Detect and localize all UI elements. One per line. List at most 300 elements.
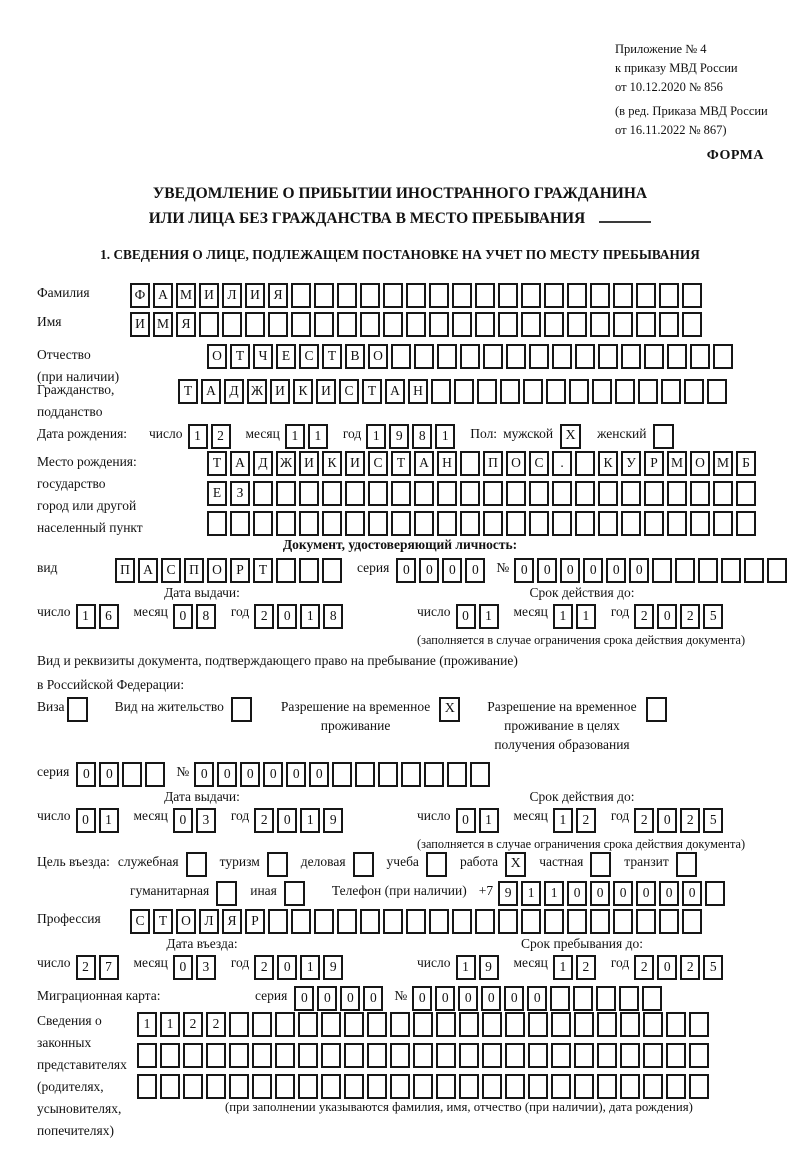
- doc-number-boxes: [514, 558, 790, 583]
- char-box: [574, 1012, 594, 1037]
- rvp-checkbox: X: [439, 697, 460, 722]
- char-box: 0: [277, 604, 297, 629]
- char-box: 2: [680, 604, 700, 629]
- char-box: [569, 379, 589, 404]
- char-box: 0: [458, 986, 478, 1011]
- form-title-line1: УВЕДОМЛЕНИЕ О ПРИБЫТИИ ИНОСТРАННОГО ГРАЖДАНИНА: [152, 185, 648, 202]
- forma-label: ФОРМА: [706, 148, 764, 163]
- char-box: 0: [435, 986, 455, 1011]
- char-box: [713, 481, 733, 506]
- char-box: [636, 909, 656, 934]
- char-box: [590, 909, 610, 934]
- char-box: [642, 986, 662, 1011]
- char-box: 0: [657, 604, 677, 629]
- char-box: 0: [465, 558, 485, 583]
- char-box: [550, 986, 570, 1011]
- char-box: [460, 344, 480, 369]
- char-box: [160, 1043, 180, 1068]
- char-box: 0: [217, 762, 237, 787]
- purpose-option-other: [250, 881, 305, 906]
- char-box: 0: [456, 604, 476, 629]
- char-box: [575, 451, 595, 476]
- char-box: З: [230, 481, 250, 506]
- char-box: [521, 312, 541, 337]
- char-box: [529, 511, 549, 536]
- birth-place-row1: [207, 451, 759, 476]
- purpose-option-label: туризм: [219, 854, 260, 869]
- purpose-option-private: [539, 852, 611, 877]
- char-box: 1: [521, 881, 541, 906]
- char-box: [498, 283, 518, 308]
- doc-valid-year: [634, 604, 726, 629]
- char-box: 1: [479, 604, 499, 629]
- char-box: [424, 762, 444, 787]
- char-box: 8: [323, 604, 343, 629]
- char-box: 2: [206, 1012, 226, 1037]
- char-box: 0: [527, 986, 547, 1011]
- stay-doc-valid-year: [634, 808, 726, 833]
- char-box: Р: [230, 558, 250, 583]
- char-box: [575, 511, 595, 536]
- char-box: [666, 1074, 686, 1099]
- char-box: [222, 312, 242, 337]
- char-box: К: [322, 451, 342, 476]
- char-box: Т: [362, 379, 382, 404]
- representatives-row2: [137, 1043, 712, 1068]
- char-box: [505, 1074, 525, 1099]
- rvp-label-line1: Разрешение на временное: [280, 699, 431, 714]
- char-box: [638, 379, 658, 404]
- char-box: [436, 1012, 456, 1037]
- char-box: [459, 1074, 479, 1099]
- char-box: [360, 909, 380, 934]
- char-box: [483, 344, 503, 369]
- char-box: [199, 312, 219, 337]
- doc-valid-col: [417, 585, 765, 648]
- char-box: [291, 283, 311, 308]
- row-surname: [37, 283, 705, 308]
- char-box: [483, 511, 503, 536]
- char-box: [620, 1043, 640, 1068]
- char-box: [736, 511, 756, 536]
- char-box: [452, 283, 472, 308]
- char-box: [367, 1074, 387, 1099]
- char-box: [414, 511, 434, 536]
- year-label: год: [342, 426, 362, 441]
- char-box: 1: [285, 424, 305, 449]
- char-box: [528, 1043, 548, 1068]
- char-box: Т: [178, 379, 198, 404]
- char-box: [268, 312, 288, 337]
- doc-validity-note: (заполняется в случае ограничения срока действия документа): [417, 633, 746, 647]
- char-box: [690, 344, 710, 369]
- char-box: 1: [576, 604, 596, 629]
- year-label: год: [610, 808, 630, 823]
- purpose-option-commercial: [301, 852, 374, 877]
- form-title: [0, 181, 800, 231]
- birth-date-label: Дата рождения:: [37, 426, 128, 441]
- char-box: [552, 481, 572, 506]
- char-box: А: [230, 451, 250, 476]
- row-representatives: [37, 1010, 712, 1142]
- char-box: [475, 283, 495, 308]
- purpose-option-label: служебная: [117, 854, 179, 869]
- stay-doc-valid-date: [417, 808, 765, 833]
- char-box: [436, 1074, 456, 1099]
- char-box: [245, 312, 265, 337]
- char-box: Е: [207, 481, 227, 506]
- char-box: [620, 1012, 640, 1037]
- char-box: Т: [253, 558, 273, 583]
- doc-series-boxes: [396, 558, 488, 583]
- char-box: [437, 511, 457, 536]
- char-box: [597, 1074, 617, 1099]
- char-box: [229, 1043, 249, 1068]
- char-box: [613, 283, 633, 308]
- patronymic-label-line2: (при наличии): [37, 369, 120, 384]
- appendix-line: Приложение № 4: [615, 42, 707, 56]
- char-box: 0: [286, 762, 306, 787]
- char-box: Я: [268, 283, 288, 308]
- char-box: [470, 762, 490, 787]
- stay-doc-valid-month: [553, 808, 599, 833]
- char-box: 1: [479, 808, 499, 833]
- char-box: [644, 511, 664, 536]
- char-box: [321, 1043, 341, 1068]
- char-box: 8: [412, 424, 432, 449]
- birth-day-boxes: [188, 424, 234, 449]
- purpose-business-checkbox: [186, 852, 207, 877]
- row-birth-date: [37, 424, 674, 449]
- char-box: 0: [396, 558, 416, 583]
- char-box: [598, 481, 618, 506]
- char-box: 1: [137, 1012, 157, 1037]
- citizenship-label: [37, 379, 178, 423]
- char-box: 8: [196, 604, 216, 629]
- char-box: 1: [553, 955, 573, 980]
- char-box: П: [483, 451, 503, 476]
- char-box: [298, 1074, 318, 1099]
- birth-year-group: [343, 424, 458, 449]
- entry-date: [37, 955, 417, 980]
- stay-doc-valid-day: [456, 808, 502, 833]
- char-box: 1: [308, 424, 328, 449]
- row-stay-doc-series: [37, 762, 493, 787]
- char-box: 9: [389, 424, 409, 449]
- visa-label: Виза: [37, 699, 65, 714]
- char-box: [229, 1012, 249, 1037]
- profession-label: Профессия: [37, 911, 101, 926]
- purpose-other-checkbox: [284, 881, 305, 906]
- representatives-label-line: (родителях,: [37, 1079, 104, 1094]
- char-box: [521, 909, 541, 934]
- char-box: [459, 1012, 479, 1037]
- stay-until-month: [553, 955, 599, 980]
- purpose-study-checkbox: [426, 852, 447, 877]
- char-box: [337, 312, 357, 337]
- entry-year: [254, 955, 346, 980]
- char-box: [544, 312, 564, 337]
- char-box: [551, 1012, 571, 1037]
- char-box: 1: [544, 881, 564, 906]
- char-box: С: [529, 451, 549, 476]
- char-box: 9: [479, 955, 499, 980]
- stay-doc-issue-year: [254, 808, 346, 833]
- sex-male-checkbox: X: [560, 424, 581, 449]
- char-box: 1: [300, 604, 320, 629]
- char-box: [667, 481, 687, 506]
- char-box: 0: [657, 955, 677, 980]
- day-label: число: [417, 604, 451, 619]
- representatives-label-line: законных: [37, 1035, 92, 1050]
- char-box: [575, 344, 595, 369]
- sex-male-label: мужской: [503, 426, 554, 441]
- char-box: [621, 344, 641, 369]
- char-box: [229, 1074, 249, 1099]
- char-box: [643, 1012, 663, 1037]
- char-box: 0: [294, 986, 314, 1011]
- char-box: 0: [309, 762, 329, 787]
- char-box: [314, 909, 334, 934]
- char-box: Д: [253, 451, 273, 476]
- char-box: [682, 312, 702, 337]
- visa-checkbox: [67, 697, 88, 722]
- stay-doc-validity-note: (заполняется в случае ограничения срока действия документа): [417, 837, 746, 851]
- purpose-option-humanitarian: [130, 881, 237, 906]
- char-box: 1: [300, 808, 320, 833]
- birth-place-row3: [207, 511, 759, 536]
- char-box: [621, 511, 641, 536]
- char-box: [574, 1074, 594, 1099]
- day-label: число: [417, 808, 451, 823]
- char-box: [528, 1074, 548, 1099]
- doc-issue-day: [76, 604, 122, 629]
- char-box: [528, 1012, 548, 1037]
- month-label: месяц: [133, 604, 168, 619]
- char-box: [460, 451, 480, 476]
- char-box: [613, 909, 633, 934]
- purpose-option-study: [387, 852, 447, 877]
- char-box: Т: [207, 451, 227, 476]
- char-box: [598, 511, 618, 536]
- char-box: 0: [606, 558, 626, 583]
- char-box: [636, 312, 656, 337]
- char-box: 0: [363, 986, 383, 1011]
- char-box: А: [414, 451, 434, 476]
- char-box: Л: [199, 909, 219, 934]
- char-box: [275, 1043, 295, 1068]
- char-box: 7: [99, 955, 119, 980]
- char-box: [459, 1043, 479, 1068]
- char-box: [299, 511, 319, 536]
- char-box: [414, 344, 434, 369]
- residence-permit-checkbox: [231, 697, 252, 722]
- char-box: Ж: [247, 379, 267, 404]
- char-box: [344, 1012, 364, 1037]
- char-box: О: [207, 558, 227, 583]
- char-box: [206, 1074, 226, 1099]
- doc-valid-heading: Срок действия до:: [529, 585, 635, 600]
- char-box: 0: [277, 808, 297, 833]
- char-box: [684, 379, 704, 404]
- doc-issue-col: [37, 585, 417, 648]
- profession-boxes: [130, 909, 705, 934]
- char-box: [137, 1043, 157, 1068]
- representatives-note: (при заполнении указываются фамилия, имя, отчество (при наличии), дата рождения): [225, 1100, 693, 1114]
- doc-valid-date: [417, 604, 765, 629]
- char-box: [452, 909, 472, 934]
- stay-doc-dates-block: [37, 789, 765, 852]
- representatives-label-line: представителях: [37, 1057, 127, 1072]
- char-box: [429, 312, 449, 337]
- birth-place-label-line: государство: [37, 476, 106, 491]
- char-box: 2: [76, 955, 96, 980]
- char-box: [590, 283, 610, 308]
- doc-valid-month: [553, 604, 599, 629]
- char-box: [460, 511, 480, 536]
- char-box: [590, 312, 610, 337]
- char-box: П: [115, 558, 135, 583]
- char-box: [505, 1043, 525, 1068]
- char-box: [413, 1043, 433, 1068]
- char-box: В: [345, 344, 365, 369]
- char-box: [644, 344, 664, 369]
- day-label: число: [37, 604, 71, 619]
- char-box: О: [207, 344, 227, 369]
- purpose-label: Цель въезда:: [37, 854, 110, 869]
- rvp-edu-label-line2: проживание в целях: [504, 718, 620, 733]
- stay-doc-valid-col: [417, 789, 765, 852]
- char-box: 2: [634, 604, 654, 629]
- birth-month-boxes: [285, 424, 331, 449]
- patronymic-label-line1: Отчество: [37, 347, 91, 362]
- char-box: 0: [537, 558, 557, 583]
- char-box: Р: [644, 451, 664, 476]
- char-box: [713, 511, 733, 536]
- char-box: [498, 312, 518, 337]
- char-box: [367, 1012, 387, 1037]
- char-box: [620, 1074, 640, 1099]
- char-box: И: [270, 379, 290, 404]
- char-box: [391, 481, 411, 506]
- phone-boxes: [498, 881, 728, 906]
- char-box: [321, 1074, 341, 1099]
- stay-doc-number-label: №: [176, 764, 190, 779]
- char-box: У: [621, 451, 641, 476]
- char-box: А: [138, 558, 158, 583]
- char-box: [615, 379, 635, 404]
- char-box: 2: [634, 808, 654, 833]
- purpose-option-work: [460, 852, 526, 877]
- char-box: 0: [583, 558, 603, 583]
- char-box: М: [153, 312, 173, 337]
- char-box: 0: [504, 986, 524, 1011]
- purpose-option-transit: [624, 852, 697, 877]
- entry-dates-block: [37, 936, 765, 980]
- year-label: год: [610, 604, 630, 619]
- char-box: П: [184, 558, 204, 583]
- char-box: Р: [245, 909, 265, 934]
- stay-doc-line2: [37, 675, 184, 695]
- char-box: 9: [323, 955, 343, 980]
- char-box: Н: [408, 379, 428, 404]
- char-box: [551, 1074, 571, 1099]
- char-box: [596, 986, 616, 1011]
- char-box: [613, 312, 633, 337]
- char-box: 2: [576, 808, 596, 833]
- birth-year-boxes: [366, 424, 458, 449]
- char-box: 2: [254, 604, 274, 629]
- month-label: месяц: [513, 808, 548, 823]
- day-label: число: [417, 955, 451, 970]
- representatives-row3: [137, 1074, 712, 1099]
- char-box: [690, 511, 710, 536]
- char-box: О: [506, 451, 526, 476]
- char-box: [523, 379, 543, 404]
- stay-until-heading: Срок пребывания до:: [521, 936, 643, 951]
- char-box: [368, 511, 388, 536]
- char-box: 0: [173, 955, 193, 980]
- char-box: Б: [736, 451, 756, 476]
- doc-number-label: №: [496, 560, 510, 575]
- purpose-option-label: частная: [539, 854, 584, 869]
- birth-place-boxes: [207, 451, 759, 541]
- char-box: [592, 379, 612, 404]
- char-box: [401, 762, 421, 787]
- stay-doc-issue-col: [37, 789, 417, 852]
- stay-doc-series-label: серия: [37, 764, 70, 779]
- char-box: [544, 909, 564, 934]
- char-box: [230, 511, 250, 536]
- char-box: [744, 558, 764, 583]
- char-box: [345, 481, 365, 506]
- char-box: [145, 762, 165, 787]
- char-box: [378, 762, 398, 787]
- char-box: 1: [99, 808, 119, 833]
- char-box: [652, 558, 672, 583]
- char-box: [644, 481, 664, 506]
- stay-doc-line1: [37, 651, 518, 671]
- char-box: Я: [176, 312, 196, 337]
- stay-doc-text1: Вид и реквизиты документа, подтверждающего право на пребывание (проживание): [37, 653, 518, 668]
- char-box: [314, 312, 334, 337]
- char-box: 0: [76, 762, 96, 787]
- identity-doc-heading: Документ, удостоверяющий личность:: [282, 537, 518, 552]
- form-title-line2: ИЛИ ЛИЦА БЕЗ ГРАЖДАНСТВА В МЕСТО ПРЕБЫВАНИЯ: [148, 210, 586, 227]
- citizenship-label-line1: Гражданство,: [37, 382, 115, 397]
- doc-issue-year: [254, 604, 346, 629]
- char-box: [567, 283, 587, 308]
- stay-doc-issue-day: [76, 808, 122, 833]
- char-box: [436, 1043, 456, 1068]
- representatives-label-line: усыновителях,: [37, 1101, 122, 1116]
- name-boxes: [130, 312, 705, 337]
- char-box: 0: [99, 762, 119, 787]
- char-box: 3: [196, 808, 216, 833]
- char-box: [291, 909, 311, 934]
- residence-permit-option: [115, 697, 252, 722]
- char-box: Т: [153, 909, 173, 934]
- char-box: [299, 481, 319, 506]
- char-box: [322, 481, 342, 506]
- representatives-boxes: [137, 1012, 712, 1104]
- entry-day: [76, 955, 122, 980]
- char-box: [482, 1043, 502, 1068]
- char-box: [552, 344, 572, 369]
- row-purpose: [37, 852, 697, 877]
- char-box: И: [345, 451, 365, 476]
- purpose-option-label: гуманитарная: [130, 883, 210, 898]
